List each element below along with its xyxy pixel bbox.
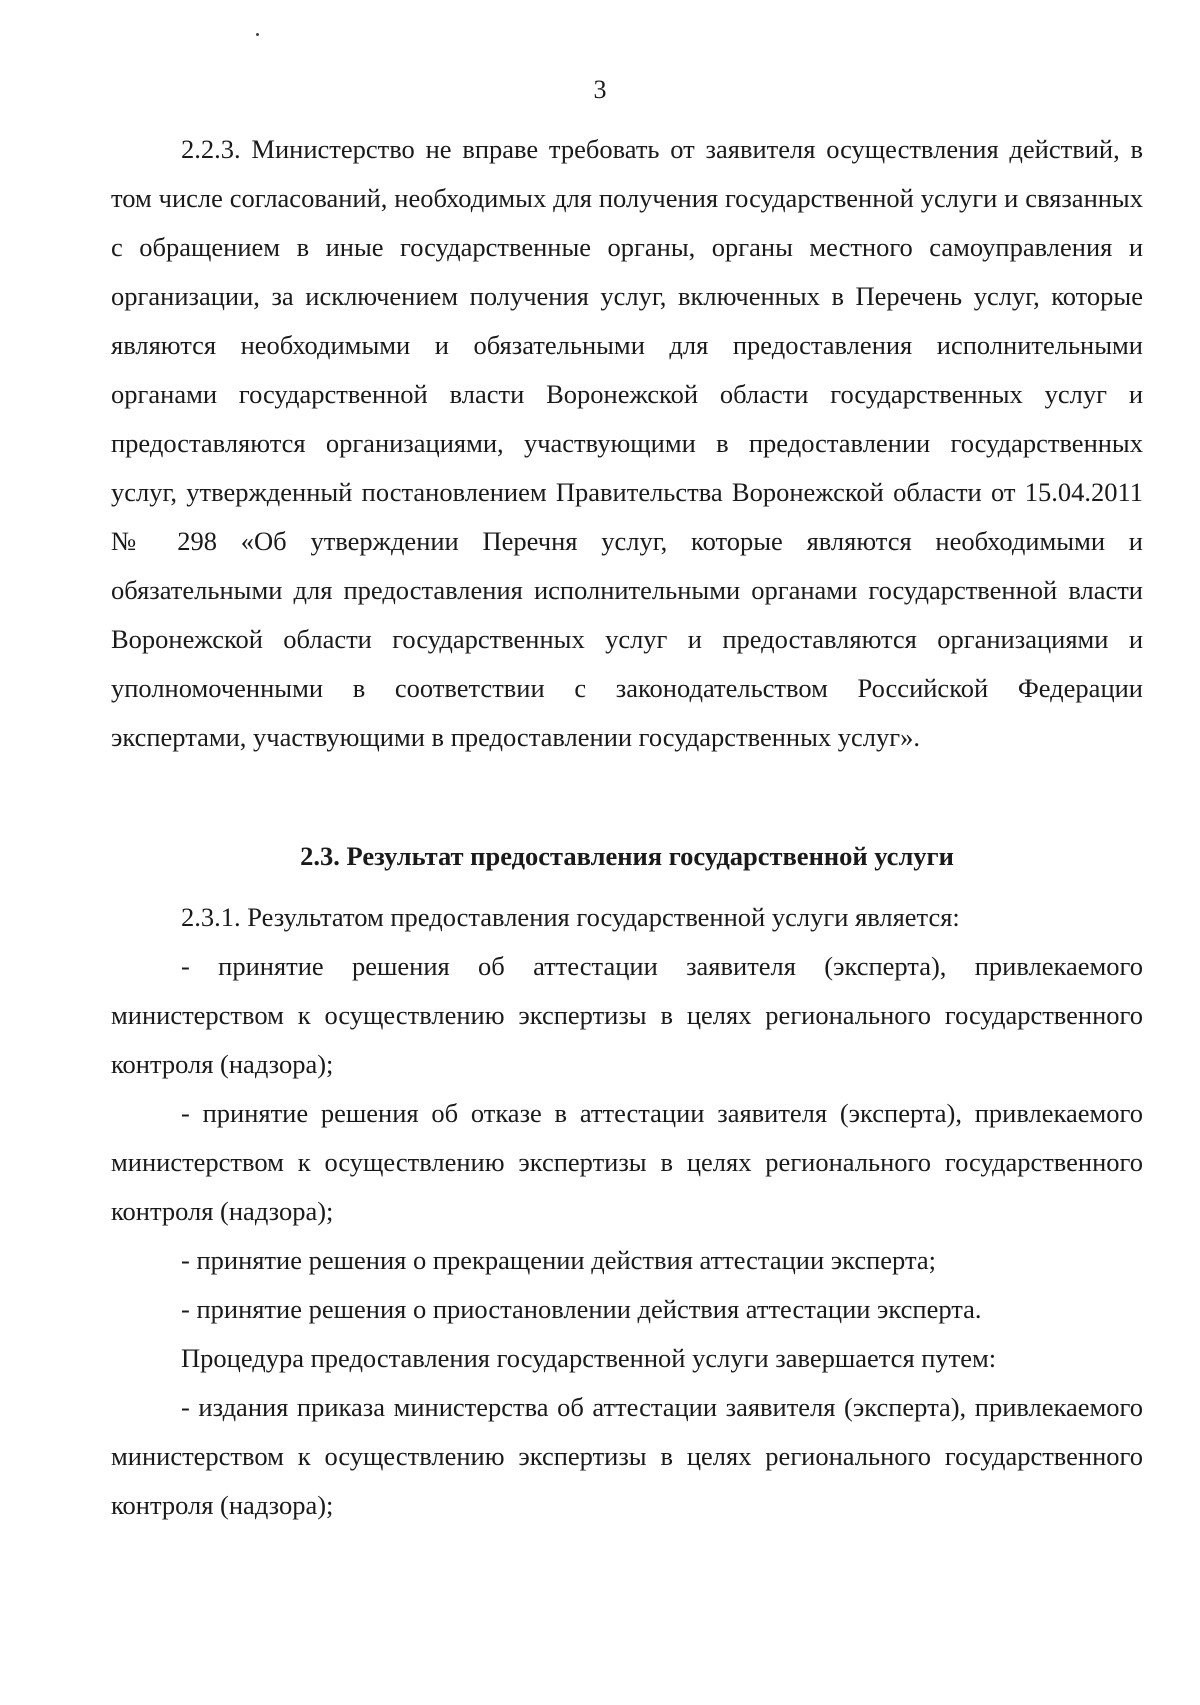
document-body — [111, 125, 1143, 1530]
paragraph-procedure-completion: Процедура предоставления государственной услуги завершается путем: — [181, 1343, 997, 1373]
section-heading-2-3: 2.3. Результат предоставления государственной услуги — [300, 841, 954, 871]
list-item-attestation-decision: - принятие решения об аттестации заявителя (эксперта), привлекаемого министерством к осуществлению экспертизы в целях регионального государственного контроля (надзора); — [111, 951, 1143, 1079]
list-item-order-issuance: - издания приказа министерства об аттестации заявителя (эксперта), привлекаемого министерством к осуществлению экспертизы в целях регионального государственного контроля (надзора); — [111, 1392, 1143, 1520]
list-item-termination-decision: - принятие решения о прекращении действия аттестации эксперта; — [181, 1245, 936, 1275]
paragraph-2-3-1: 2.3.1. Результатом предоставления государственной услуги является: — [181, 902, 960, 932]
scan-speck — [256, 33, 259, 36]
page-number: 3 — [593, 75, 607, 104]
list-item-suspension-decision: - принятие решения о приостановлении действия аттестации эксперта. — [181, 1294, 982, 1324]
list-item-refusal-decision: - принятие решения об отказе в аттестации заявителя (эксперта), привлекаемого министерством к осуществлению экспертизы в целях регионального государственного контроля (надзора); — [111, 1098, 1143, 1226]
paragraph-2-2-3: 2.2.3. Министерство не вправе требовать от заявителя осуществления действий, в том числе согласований, необходимых для получения государственной услуги и связанных с обращением в иные государственные органы, органы местного самоуправления и организации, за исключением получения услуг, включенных в Перечень услуг, которые являются необходимыми и обязательными для предоставления исполнительными органами государственной власти Воронежской области государственных услуг и предоставляются организациями, участвующими в предоставлении государственных услуг, утвержденный постановлением Правительства Воронежской области от 15.04.2011 № 298 «Об утверждении Перечня услуг, которые являются необходимыми и обязательными для предоставления исполнительными органами государственной власти Воронежской области государственных услуг и предоставляются организациями и уполномоченными в соответствии с законодательством Российской Федерации экспертами, участвующими в предоставлении государственных услуг». — [111, 134, 1143, 752]
